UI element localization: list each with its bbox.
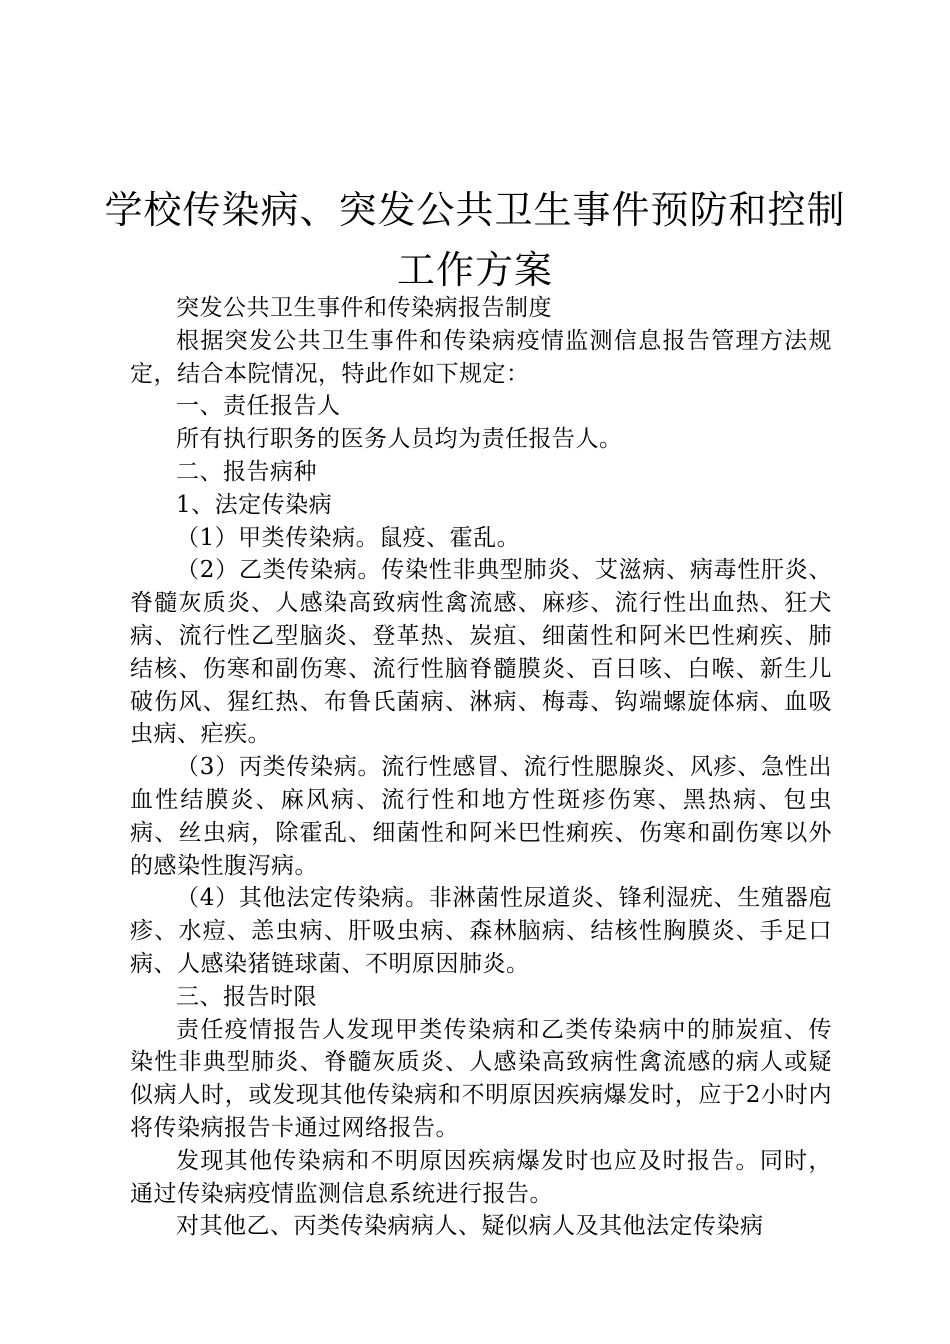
- paragraph-class-c: （3）丙类传染病。流行性感冒、流行性腮腺炎、风疹、急性出血性结膜炎、麻风病、流行性和地方性斑疹伤寒、黑热病、包虫病、丝虫病，除霍乱、细菌性和阿米巴性痢疾、伤寒和副伤寒以外的感染性腹泻病。: [130, 754, 832, 879]
- subheading-statutory-diseases: 1、法定传染病: [176, 491, 333, 518]
- section-heading-report-time-limit: 三、报告时限: [176, 983, 317, 1010]
- paragraph-class-a: （1）甲类传染病。鼠疫、霍乱。: [176, 524, 521, 551]
- paragraph-other-statutory: （4）其他法定传染病。非淋菌性尿道炎、锋利湿疣、生殖器庖疹、水痘、恙虫病、肝吸虫病、森林脑病、结核性胸膜炎、手足口病、人感染猪链球菌、不明原因肺炎。: [130, 885, 832, 977]
- paragraph-heading-report-system: 突发公共卫生事件和传染病报告制度: [176, 295, 552, 321]
- document-title: 学校传染病、突发公共卫生事件预防和控制工作方案: [104, 188, 846, 292]
- document-body: [130, 292, 832, 1243]
- section-heading-responsible-reporter: 一、责任报告人: [176, 393, 341, 420]
- paragraph-other-cases: 对其他乙、丙类传染病病人、疑似病人及其他法定传染病: [176, 1213, 764, 1240]
- paragraph-class-b: （2）乙类传染病。传染性非典型肺炎、艾滋病、病毒性肝炎、脊髓灰质炎、人感染高致病性禽流感、麻疹、流行性出血热、狂犬病、流行性乙型脑炎、登革热、炭疽、细菌性和阿米巴性痢疾、肺结核、伤寒和副伤寒、流行性脑脊髓膜炎、百日咳、白喉、新生儿破伤风、猩红热、布鲁氏菌病、淋病、梅毒、钩端螺旋体病、血吸虫病、疟疾。: [130, 557, 832, 748]
- paragraph-other-outbreaks: 发现其他传染病和不明原因疾病爆发时也应及时报告。同时，通过传染病疫情监测信息系统进行报告。: [130, 1147, 832, 1207]
- section-heading-reported-diseases: 二、报告病种: [176, 458, 317, 485]
- paragraph-responsible-reporter: 所有执行职务的医务人员均为责任报告人。: [176, 426, 623, 453]
- paragraph-time-limit: 责任疫情报告人发现甲类传染病和乙类传染病中的肺炭疽、传染性非典型肺炎、脊髓灰质炎、人感染高致病性禽流感的病人或疑似病人时，或发现其他传染病和不明原因疾病爆发时，应于2小时内将传染病报告卡通过网络报告。: [130, 1016, 832, 1141]
- paragraph-intro: 根据突发公共卫生事件和传染病疫情监测信息报告管理方法规定，结合本院情况，特此作如下规定：: [130, 327, 832, 387]
